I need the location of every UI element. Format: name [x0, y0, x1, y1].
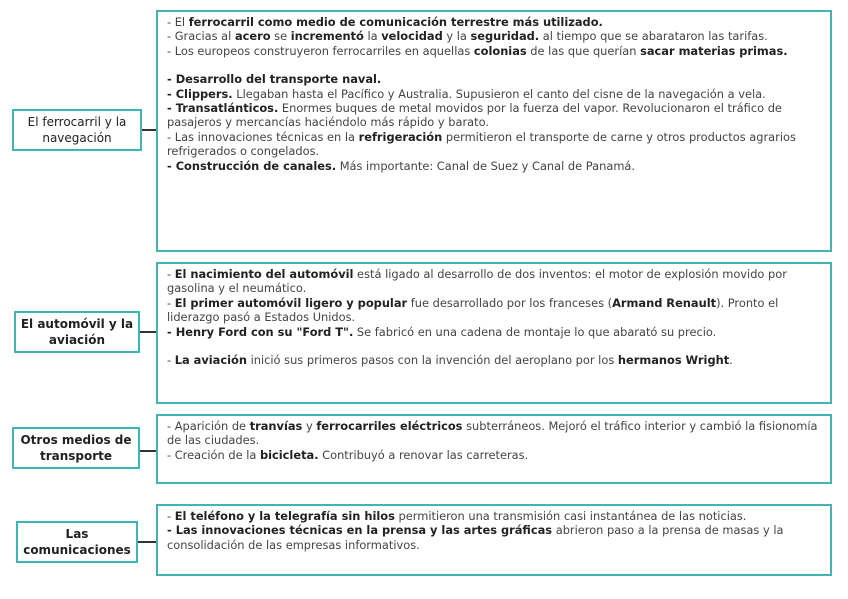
paragraph: - La aviación inició sus primeros pasos con la invención del aeroplano por los hermanos Wright. — [167, 353, 733, 368]
paragraph: - Transatlánticos. Enormes buques de metal movidos por la fuerza del vapor. Revolucionaron el tráfico de pasajeros y mercancías haciéndolo más rápido y barato. — [167, 101, 782, 130]
content-comunicaciones — [156, 504, 832, 576]
paragraph: - El primer automóvil ligero y popular fue desarrollado por los franceses (Armand Renault). Pronto el liderazgo pasó a Estados Unidos. — [167, 295, 779, 325]
paragraph: - Los europeos construyeron ferrocarriles en aquellas colonias de las que querían sacar materias primas. — [167, 43, 788, 58]
content-otros-medios — [156, 414, 832, 484]
content-automovil-aviacion — [156, 262, 832, 404]
paragraph: - El teléfono y la telegrafía sin hilos permitieron una transmisión casi instantánea de las noticias. — [167, 509, 747, 523]
label-text: El ferrocarril y la navegación — [27, 115, 127, 145]
label-ferrocarril-navegacion — [12, 109, 142, 151]
paragraph: - Desarrollo del transporte naval. — [167, 72, 382, 87]
paragraph: - Aparición de tranvías y ferrocarriles eléctricos subterráneos. Mejoró el tráfico interior y cambió la fisionomía de las ciudades. — [167, 419, 818, 448]
paragraph: - Construcción de canales. Más importante: Canal de Suez y Canal de Panamá. — [167, 158, 636, 173]
paragraph: - Clippers. Llegaban hasta el Pacífico y Australia. Supusieron el canto del cisne de la navegación a vela. — [167, 86, 766, 101]
label-text: Otros medios de transporte — [20, 433, 132, 463]
connector-line — [140, 331, 156, 333]
label-comunicaciones — [16, 521, 138, 563]
label-automovil-aviacion — [14, 311, 140, 353]
connector-line — [142, 129, 156, 131]
paragraph: - El ferrocarril como medio de comunicación terrestre más utilizado. — [167, 15, 603, 29]
paragraph: - Creación de la bicicleta. Contribuyó a renovar las carreteras. — [167, 447, 529, 462]
label-text: Las comunicaciones — [23, 527, 131, 557]
label-text: El automóvil y la aviación — [20, 317, 134, 347]
label-otros-medios — [12, 427, 140, 469]
paragraph: - Las innovaciones técnicas en la refrigeración permitieron el transporte de carne y otros productos agrarios refrigerados o congelados. — [167, 129, 796, 159]
paragraph: - Henry Ford con su "Ford T". Se fabricó en una cadena de montaje lo que abarató su precio. — [167, 324, 717, 339]
paragraph: - El nacimiento del automóvil está ligado al desarrollo de dos inventos: el motor de explosión movido por gasolina y el neumático. — [167, 267, 787, 296]
content-ferrocarril-navegacion — [156, 10, 832, 252]
connector-line — [140, 450, 156, 452]
paragraph: - Las innovaciones técnicas en la prensa y las artes gráficas abrieron paso a la prensa de masas y la consolidación de las empresas informativos. — [167, 523, 784, 552]
connector-line — [138, 541, 156, 543]
paragraph: - Gracias al acero se incrementó la velocidad y la seguridad. al tiempo que se abarataron las tarifas. — [167, 29, 768, 44]
